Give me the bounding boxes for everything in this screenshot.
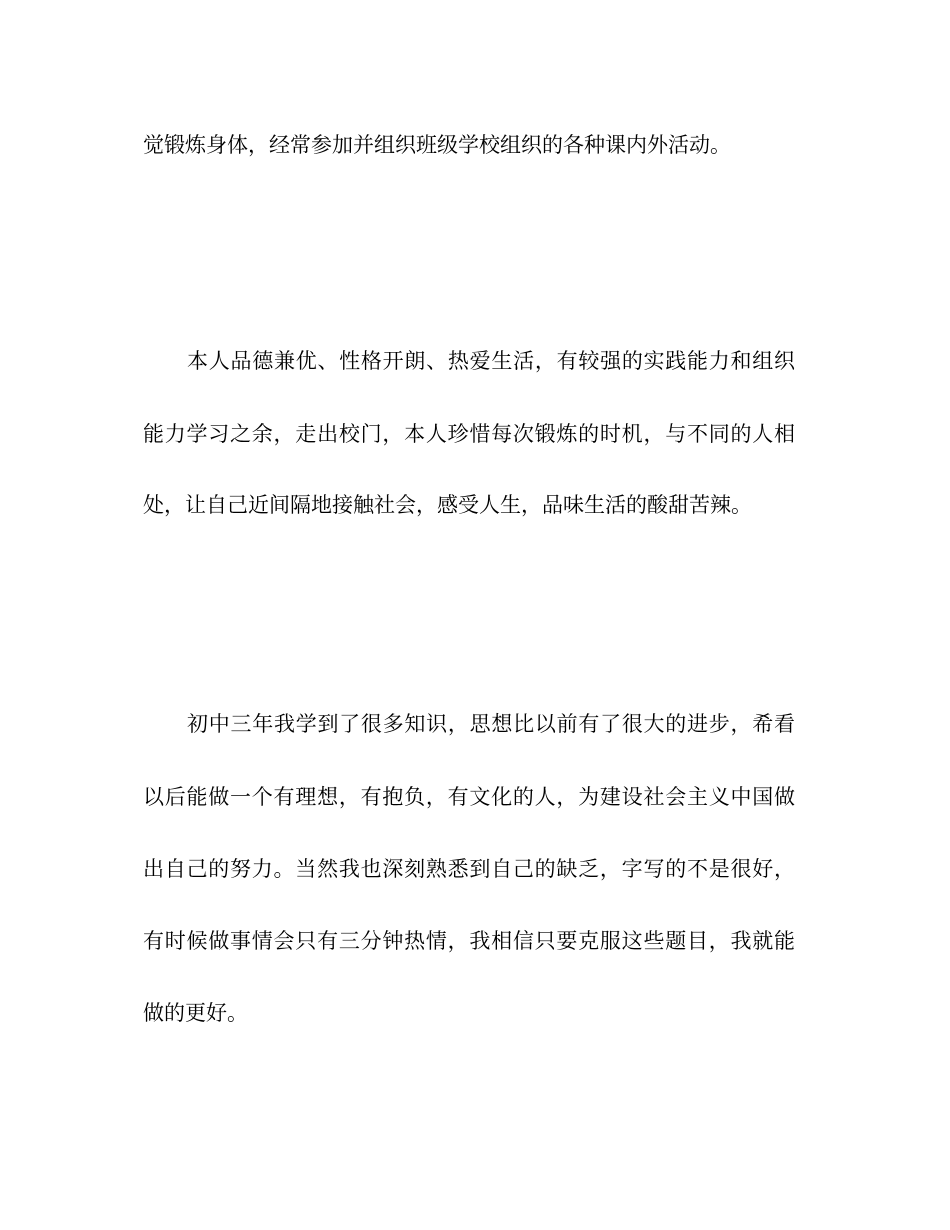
paragraph-3-line-4: 有时候做事情会只有三分钟热情，我相信只要克服这些题目，我就能 [143,929,795,953]
paragraph-2-line-3: 处，让自己近间隔地接触社会，感受人生，品味生活的酸甜苦辣。 [143,493,752,517]
paragraph-3-line-5: 做的更好。 [143,1001,248,1025]
paragraph-3-line-3: 出自己的努力。当然我也深刻熟悉到自己的缺乏，字写的不是很好， [143,857,795,881]
paragraph-1-line-1: 觉锻炼身体，经常参加并组织班级学校组织的各种课内外活动。 [143,133,731,157]
paragraph-2-line-1: 本人品德兼优、性格开朗、热爱生活，有较强的实践能力和组织 [187,349,795,373]
paragraph-3-line-1: 初中三年我学到了很多知识，思想比以前有了很大的进步，希看 [187,712,795,736]
paragraph-2-line-2: 能力学习之余，走出校门，本人珍惜每次锻炼的时机，与不同的人相 [143,422,795,446]
paragraph-3-line-2: 以后能做一个有理想，有抱负，有文化的人，为建设社会主义中国做 [143,785,795,809]
